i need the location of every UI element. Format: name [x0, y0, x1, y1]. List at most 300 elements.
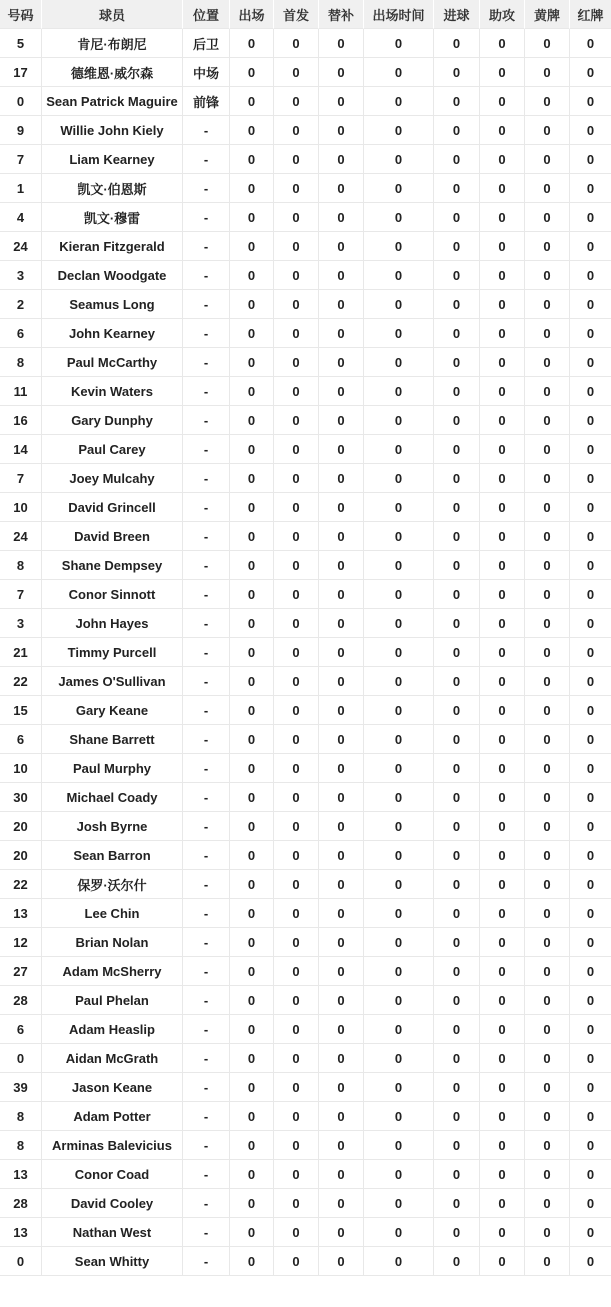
- cell-player: Aidan McGrath: [42, 1044, 183, 1073]
- cell-appearances: 0: [230, 986, 274, 1015]
- cell-yellow: 0: [525, 464, 570, 493]
- cell-assists: 0: [480, 899, 525, 928]
- table-row: [0, 841, 611, 870]
- table-row: [0, 290, 611, 319]
- cell-position: -: [183, 609, 230, 638]
- cell-goals: 0: [434, 580, 480, 609]
- cell-yellow: 0: [525, 493, 570, 522]
- cell-subs: 0: [319, 464, 364, 493]
- table-header: [0, 0, 611, 29]
- cell-goals: 0: [434, 870, 480, 899]
- cell-assists: 0: [480, 174, 525, 203]
- cell-goals: 0: [434, 638, 480, 667]
- cell-position: -: [183, 783, 230, 812]
- cell-subs: 0: [319, 667, 364, 696]
- cell-subs: 0: [319, 174, 364, 203]
- cell-position: -: [183, 145, 230, 174]
- cell-assists: 0: [480, 348, 525, 377]
- cell-goals: 0: [434, 232, 480, 261]
- table-row: [0, 667, 611, 696]
- cell-player: Timmy Purcell: [42, 638, 183, 667]
- cell-goals: 0: [434, 319, 480, 348]
- cell-subs: 0: [319, 348, 364, 377]
- cell-starts: 0: [274, 1218, 319, 1247]
- cell-assists: 0: [480, 1015, 525, 1044]
- cell-minutes: 0: [364, 638, 434, 667]
- cell-red: 0: [570, 377, 611, 406]
- cell-player: Paul Carey: [42, 435, 183, 464]
- cell-minutes: 0: [364, 87, 434, 116]
- cell-yellow: 0: [525, 232, 570, 261]
- table-row: [0, 1073, 611, 1102]
- cell-red: 0: [570, 145, 611, 174]
- cell-red: 0: [570, 725, 611, 754]
- cell-red: 0: [570, 638, 611, 667]
- cell-player: Lee Chin: [42, 899, 183, 928]
- cell-appearances: 0: [230, 145, 274, 174]
- cell-appearances: 0: [230, 319, 274, 348]
- cell-yellow: 0: [525, 435, 570, 464]
- cell-assists: 0: [480, 29, 525, 58]
- cell-player: David Cooley: [42, 1189, 183, 1218]
- cell-yellow: 0: [525, 290, 570, 319]
- cell-goals: 0: [434, 783, 480, 812]
- cell-position: -: [183, 522, 230, 551]
- table-row: [0, 203, 611, 232]
- cell-appearances: 0: [230, 348, 274, 377]
- cell-player: Sean Barron: [42, 841, 183, 870]
- cell-subs: 0: [319, 203, 364, 232]
- cell-number: 3: [0, 609, 42, 638]
- cell-assists: 0: [480, 696, 525, 725]
- table-row: [0, 1044, 611, 1073]
- col-header-number: 号码: [0, 0, 42, 29]
- cell-starts: 0: [274, 986, 319, 1015]
- cell-starts: 0: [274, 957, 319, 986]
- cell-starts: 0: [274, 29, 319, 58]
- cell-assists: 0: [480, 1247, 525, 1276]
- cell-yellow: 0: [525, 725, 570, 754]
- cell-subs: 0: [319, 551, 364, 580]
- cell-number: 9: [0, 116, 42, 145]
- cell-goals: 0: [434, 1160, 480, 1189]
- cell-goals: 0: [434, 1189, 480, 1218]
- table-row: [0, 87, 611, 116]
- cell-minutes: 0: [364, 1247, 434, 1276]
- cell-subs: 0: [319, 986, 364, 1015]
- cell-starts: 0: [274, 406, 319, 435]
- table-row: [0, 928, 611, 957]
- cell-appearances: 0: [230, 638, 274, 667]
- cell-player: Kieran Fitzgerald: [42, 232, 183, 261]
- cell-starts: 0: [274, 116, 319, 145]
- table-row: [0, 464, 611, 493]
- cell-yellow: 0: [525, 174, 570, 203]
- cell-yellow: 0: [525, 1189, 570, 1218]
- cell-subs: 0: [319, 87, 364, 116]
- table-row: [0, 1218, 611, 1247]
- cell-assists: 0: [480, 928, 525, 957]
- cell-position: -: [183, 464, 230, 493]
- cell-subs: 0: [319, 899, 364, 928]
- cell-minutes: 0: [364, 957, 434, 986]
- cell-minutes: 0: [364, 116, 434, 145]
- cell-yellow: 0: [525, 696, 570, 725]
- cell-minutes: 0: [364, 232, 434, 261]
- col-header-assists: 助攻: [480, 0, 525, 29]
- cell-subs: 0: [319, 261, 364, 290]
- cell-red: 0: [570, 29, 611, 58]
- cell-starts: 0: [274, 464, 319, 493]
- cell-yellow: 0: [525, 754, 570, 783]
- cell-minutes: 0: [364, 551, 434, 580]
- cell-player: Gary Dunphy: [42, 406, 183, 435]
- table-row: [0, 609, 611, 638]
- cell-position: -: [183, 899, 230, 928]
- cell-red: 0: [570, 1247, 611, 1276]
- cell-appearances: 0: [230, 174, 274, 203]
- cell-player: Kevin Waters: [42, 377, 183, 406]
- cell-yellow: 0: [525, 1160, 570, 1189]
- cell-assists: 0: [480, 261, 525, 290]
- cell-starts: 0: [274, 725, 319, 754]
- table-row: [0, 870, 611, 899]
- cell-player: Arminas Balevicius: [42, 1131, 183, 1160]
- cell-position: -: [183, 1102, 230, 1131]
- cell-red: 0: [570, 290, 611, 319]
- cell-number: 5: [0, 29, 42, 58]
- cell-player: Joey Mulcahy: [42, 464, 183, 493]
- cell-number: 0: [0, 1044, 42, 1073]
- cell-yellow: 0: [525, 1247, 570, 1276]
- table-row: [0, 145, 611, 174]
- cell-minutes: 0: [364, 261, 434, 290]
- cell-goals: 0: [434, 1102, 480, 1131]
- cell-minutes: 0: [364, 203, 434, 232]
- cell-yellow: 0: [525, 899, 570, 928]
- cell-red: 0: [570, 986, 611, 1015]
- cell-goals: 0: [434, 58, 480, 87]
- cell-assists: 0: [480, 667, 525, 696]
- cell-player: 凯文·穆雷: [42, 203, 183, 232]
- table-row: [0, 174, 611, 203]
- cell-subs: 0: [319, 928, 364, 957]
- cell-goals: 0: [434, 725, 480, 754]
- table-row: [0, 754, 611, 783]
- cell-appearances: 0: [230, 1073, 274, 1102]
- cell-position: -: [183, 812, 230, 841]
- cell-red: 0: [570, 87, 611, 116]
- cell-starts: 0: [274, 174, 319, 203]
- table-row: [0, 348, 611, 377]
- cell-red: 0: [570, 406, 611, 435]
- cell-red: 0: [570, 667, 611, 696]
- cell-number: 6: [0, 725, 42, 754]
- cell-assists: 0: [480, 435, 525, 464]
- cell-minutes: 0: [364, 696, 434, 725]
- cell-assists: 0: [480, 986, 525, 1015]
- cell-position: -: [183, 725, 230, 754]
- cell-yellow: 0: [525, 319, 570, 348]
- cell-starts: 0: [274, 290, 319, 319]
- cell-assists: 0: [480, 464, 525, 493]
- cell-red: 0: [570, 1044, 611, 1073]
- cell-number: 39: [0, 1073, 42, 1102]
- col-header-minutes: 出场时间: [364, 0, 434, 29]
- cell-red: 0: [570, 348, 611, 377]
- cell-assists: 0: [480, 145, 525, 174]
- cell-number: 3: [0, 261, 42, 290]
- cell-red: 0: [570, 116, 611, 145]
- cell-assists: 0: [480, 1189, 525, 1218]
- cell-appearances: 0: [230, 1102, 274, 1131]
- cell-player: Brian Nolan: [42, 928, 183, 957]
- cell-red: 0: [570, 58, 611, 87]
- cell-number: 24: [0, 232, 42, 261]
- cell-starts: 0: [274, 870, 319, 899]
- table-row: [0, 986, 611, 1015]
- cell-assists: 0: [480, 551, 525, 580]
- cell-player: James O'Sullivan: [42, 667, 183, 696]
- cell-assists: 0: [480, 1102, 525, 1131]
- cell-number: 17: [0, 58, 42, 87]
- cell-player: Michael Coady: [42, 783, 183, 812]
- cell-red: 0: [570, 754, 611, 783]
- cell-position: -: [183, 232, 230, 261]
- cell-subs: 0: [319, 696, 364, 725]
- cell-red: 0: [570, 1160, 611, 1189]
- cell-position: -: [183, 319, 230, 348]
- table-row: [0, 1131, 611, 1160]
- cell-starts: 0: [274, 1044, 319, 1073]
- cell-starts: 0: [274, 928, 319, 957]
- cell-goals: 0: [434, 812, 480, 841]
- cell-subs: 0: [319, 319, 364, 348]
- cell-player: Declan Woodgate: [42, 261, 183, 290]
- cell-starts: 0: [274, 812, 319, 841]
- cell-minutes: 0: [364, 841, 434, 870]
- table-row: [0, 116, 611, 145]
- table-row: [0, 1160, 611, 1189]
- cell-appearances: 0: [230, 116, 274, 145]
- header-row: [0, 0, 611, 29]
- cell-number: 7: [0, 580, 42, 609]
- cell-starts: 0: [274, 58, 319, 87]
- cell-goals: 0: [434, 377, 480, 406]
- cell-starts: 0: [274, 1073, 319, 1102]
- cell-goals: 0: [434, 841, 480, 870]
- col-header-red: 红牌: [570, 0, 611, 29]
- cell-assists: 0: [480, 841, 525, 870]
- cell-goals: 0: [434, 203, 480, 232]
- cell-subs: 0: [319, 29, 364, 58]
- cell-assists: 0: [480, 232, 525, 261]
- cell-subs: 0: [319, 1044, 364, 1073]
- cell-starts: 0: [274, 696, 319, 725]
- cell-yellow: 0: [525, 522, 570, 551]
- cell-player: 保罗·沃尔什: [42, 870, 183, 899]
- cell-number: 22: [0, 870, 42, 899]
- cell-appearances: 0: [230, 870, 274, 899]
- table-row: [0, 696, 611, 725]
- cell-appearances: 0: [230, 667, 274, 696]
- table-row: [0, 435, 611, 464]
- cell-appearances: 0: [230, 812, 274, 841]
- cell-position: 后卫: [183, 29, 230, 58]
- cell-red: 0: [570, 319, 611, 348]
- cell-subs: 0: [319, 812, 364, 841]
- cell-number: 1: [0, 174, 42, 203]
- table-body: [0, 29, 611, 1276]
- cell-position: -: [183, 290, 230, 319]
- cell-red: 0: [570, 1015, 611, 1044]
- cell-subs: 0: [319, 1015, 364, 1044]
- cell-assists: 0: [480, 406, 525, 435]
- cell-red: 0: [570, 1131, 611, 1160]
- cell-yellow: 0: [525, 377, 570, 406]
- cell-number: 28: [0, 1189, 42, 1218]
- table-row: [0, 58, 611, 87]
- cell-yellow: 0: [525, 1015, 570, 1044]
- cell-starts: 0: [274, 493, 319, 522]
- cell-minutes: 0: [364, 1189, 434, 1218]
- cell-position: -: [183, 957, 230, 986]
- cell-appearances: 0: [230, 957, 274, 986]
- cell-assists: 0: [480, 957, 525, 986]
- cell-player: Shane Dempsey: [42, 551, 183, 580]
- cell-minutes: 0: [364, 464, 434, 493]
- cell-starts: 0: [274, 638, 319, 667]
- cell-number: 20: [0, 841, 42, 870]
- cell-position: -: [183, 493, 230, 522]
- cell-player: Josh Byrne: [42, 812, 183, 841]
- cell-yellow: 0: [525, 29, 570, 58]
- cell-red: 0: [570, 812, 611, 841]
- cell-number: 4: [0, 203, 42, 232]
- cell-yellow: 0: [525, 348, 570, 377]
- cell-subs: 0: [319, 435, 364, 464]
- cell-yellow: 0: [525, 261, 570, 290]
- cell-minutes: 0: [364, 1015, 434, 1044]
- cell-red: 0: [570, 841, 611, 870]
- cell-red: 0: [570, 435, 611, 464]
- cell-appearances: 0: [230, 609, 274, 638]
- cell-starts: 0: [274, 232, 319, 261]
- cell-yellow: 0: [525, 1218, 570, 1247]
- cell-minutes: 0: [364, 29, 434, 58]
- cell-goals: 0: [434, 1218, 480, 1247]
- cell-position: -: [183, 928, 230, 957]
- col-header-yellow: 黄牌: [525, 0, 570, 29]
- table-row: [0, 232, 611, 261]
- cell-player: Willie John Kiely: [42, 116, 183, 145]
- cell-number: 7: [0, 145, 42, 174]
- cell-minutes: 0: [364, 609, 434, 638]
- cell-number: 12: [0, 928, 42, 957]
- cell-number: 6: [0, 319, 42, 348]
- cell-minutes: 0: [364, 58, 434, 87]
- cell-yellow: 0: [525, 783, 570, 812]
- table-row: [0, 812, 611, 841]
- cell-subs: 0: [319, 1073, 364, 1102]
- cell-appearances: 0: [230, 1160, 274, 1189]
- cell-appearances: 0: [230, 464, 274, 493]
- cell-player: 凯文·伯恩斯: [42, 174, 183, 203]
- cell-goals: 0: [434, 1044, 480, 1073]
- cell-position: -: [183, 261, 230, 290]
- cell-position: -: [183, 754, 230, 783]
- cell-minutes: 0: [364, 1102, 434, 1131]
- cell-yellow: 0: [525, 812, 570, 841]
- cell-assists: 0: [480, 319, 525, 348]
- cell-assists: 0: [480, 580, 525, 609]
- cell-subs: 0: [319, 377, 364, 406]
- cell-number: 0: [0, 87, 42, 116]
- cell-appearances: 0: [230, 58, 274, 87]
- cell-number: 20: [0, 812, 42, 841]
- cell-goals: 0: [434, 696, 480, 725]
- cell-position: 前锋: [183, 87, 230, 116]
- cell-yellow: 0: [525, 116, 570, 145]
- cell-number: 2: [0, 290, 42, 319]
- cell-assists: 0: [480, 1160, 525, 1189]
- cell-goals: 0: [434, 348, 480, 377]
- cell-assists: 0: [480, 725, 525, 754]
- cell-position: -: [183, 1131, 230, 1160]
- cell-number: 11: [0, 377, 42, 406]
- cell-goals: 0: [434, 1247, 480, 1276]
- cell-number: 13: [0, 1218, 42, 1247]
- table-row: [0, 1102, 611, 1131]
- cell-minutes: 0: [364, 667, 434, 696]
- cell-goals: 0: [434, 522, 480, 551]
- cell-appearances: 0: [230, 1247, 274, 1276]
- cell-yellow: 0: [525, 551, 570, 580]
- col-header-subs: 替补: [319, 0, 364, 29]
- cell-player: Paul Phelan: [42, 986, 183, 1015]
- cell-starts: 0: [274, 145, 319, 174]
- cell-yellow: 0: [525, 667, 570, 696]
- cell-player: Sean Whitty: [42, 1247, 183, 1276]
- cell-red: 0: [570, 261, 611, 290]
- cell-number: 10: [0, 754, 42, 783]
- cell-number: 27: [0, 957, 42, 986]
- cell-subs: 0: [319, 406, 364, 435]
- cell-appearances: 0: [230, 1131, 274, 1160]
- cell-number: 21: [0, 638, 42, 667]
- cell-position: -: [183, 1189, 230, 1218]
- cell-appearances: 0: [230, 232, 274, 261]
- cell-number: 16: [0, 406, 42, 435]
- cell-starts: 0: [274, 1160, 319, 1189]
- cell-player: 肯尼·布朗尼: [42, 29, 183, 58]
- cell-position: -: [183, 1044, 230, 1073]
- cell-yellow: 0: [525, 58, 570, 87]
- cell-appearances: 0: [230, 290, 274, 319]
- cell-minutes: 0: [364, 783, 434, 812]
- cell-position: -: [183, 116, 230, 145]
- cell-position: -: [183, 1218, 230, 1247]
- cell-red: 0: [570, 1189, 611, 1218]
- cell-goals: 0: [434, 667, 480, 696]
- cell-starts: 0: [274, 841, 319, 870]
- cell-position: -: [183, 1073, 230, 1102]
- cell-starts: 0: [274, 522, 319, 551]
- table-row: [0, 957, 611, 986]
- cell-assists: 0: [480, 377, 525, 406]
- cell-number: 28: [0, 986, 42, 1015]
- cell-appearances: 0: [230, 841, 274, 870]
